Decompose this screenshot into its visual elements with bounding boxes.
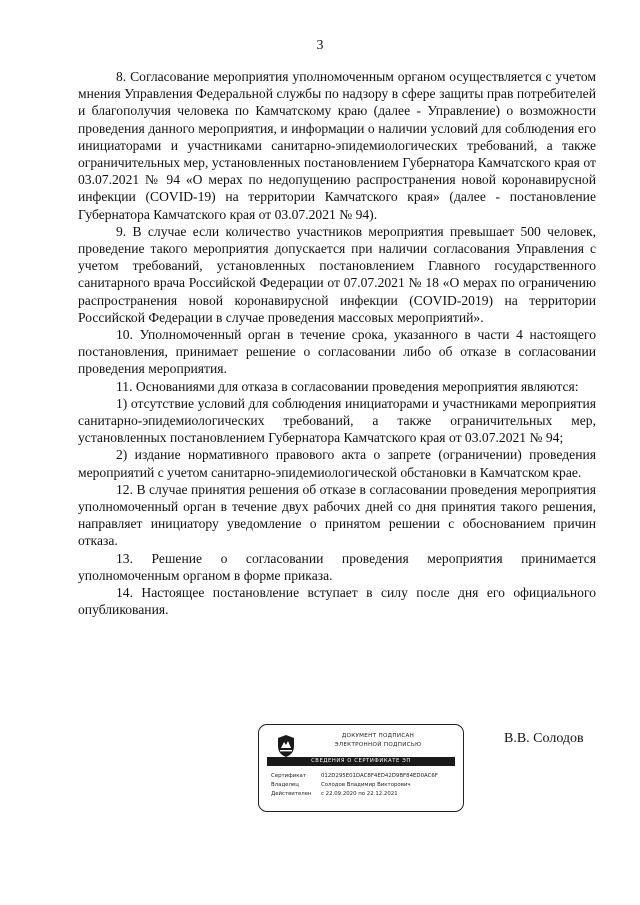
stamp-row-certificate: [271, 773, 438, 779]
stamp-row-value: с 22.09.2020 по 22.12.2021: [321, 791, 398, 797]
page-number: 3: [316, 38, 324, 53]
paragraph-8: 8. Согласование мероприятия уполномоченным органом осуществляется с учетом мнения Управления Федеральной службы по надзору в сфере защиты прав потребителей и благополучия человека по Камчатскому краю (далее - Управление) о возможности проведения данного мероприятия, и информации о наличии условий для соблюдения его инициаторами и участниками санитарно-эпидемиологических требований, а также ограничительных мер, установленных постановлением Губернатора Камчатского края от 03.07.2021 № 94 «О мерах по недопущению распространения новой коронавирусной инфекции (COVID-19) на территории Камчатского края» (далее - постановление Губернатора Камчатского края от 03.07.2021 № 94).: [78, 69, 596, 222]
stamp-row-label: Владелец: [271, 782, 299, 788]
stamp-row-label: Сертификат: [271, 773, 306, 779]
stamp-row-label: Действителен: [271, 791, 312, 797]
stamp-certificate-bar: СВЕДЕНИЯ О СЕРТИФИКАТЕ ЭП: [267, 757, 455, 766]
paragraph-11-item-2: 2) издание нормативного правового акта о запрете (ограничении) проведения мероприятий с учетом санитарно-эпидемиологической обстановки в Камчатском крае.: [78, 447, 596, 480]
paragraph-11-item-1: 1) отсутствие условий для соблюдения инициаторами и участниками мероприятия санитарно-эпидемиологических требований, а также ограничительных мер, установленных постановлением Губернатора Камчатского края от 03.07.2021 № 94;: [78, 395, 596, 446]
coat-of-arms-icon: [275, 734, 297, 758]
paragraph-9: 9. В случае если количество участников мероприятия превышает 500 человек, проведение такого мероприятия допускается при наличии согласования Управления с учетом требований, установленных постановлением Главного государственного санитарного врача Российской Федерации от 07.07.2021 № 18 «О мерах по ограничению распространения новой коронавирусной инфекции (COVID-2019) на территории Российской Федерации в случае проведения массовых мероприятий».: [78, 223, 596, 325]
paragraph-11: 11. Основаниями для отказа в согласовании проведения мероприятия являются:: [116, 378, 579, 394]
stamp-row-owner: [271, 782, 411, 788]
paragraph-10: 10. Уполномоченный орган в течение срока, указанного в части 4 настоящего постановления, принимает решение о согласовании либо об отказе в согласовании проведения мероприятия.: [78, 327, 596, 377]
electronic-signature-stamp: [258, 724, 464, 812]
paragraph-12: 12. В случае принятия решения об отказе в согласовании проведения мероприятия уполномоченный орган в течение двух рабочих дней со дня принятия такого решения, направляет инициатору уведомление о принятом решении с обоснованием причин отказа.: [78, 481, 596, 549]
stamp-row-validity: [271, 791, 398, 797]
stamp-header-line1: ДОКУМЕНТ ПОДПИСАН: [341, 733, 415, 739]
signatory-name: В.В. Солодов: [504, 731, 584, 746]
paragraph-14: 14. Настоящее постановление вступает в силу после дня его официального опубликования.: [78, 585, 596, 618]
paragraph-13: 13. Решение о согласовании проведения мероприятия принимается уполномоченным органом в форме приказа.: [78, 550, 596, 583]
document-body: [78, 68, 596, 619]
stamp-row-value: 012D295E01DAC8F4ED42D9BF84ED0AC6F: [321, 773, 438, 779]
stamp-row-value: Солодов Владимир Викторович: [321, 782, 411, 788]
stamp-header-line2: ЭЛЕКТРОННОЙ ПОДПИСЬЮ: [334, 742, 422, 748]
